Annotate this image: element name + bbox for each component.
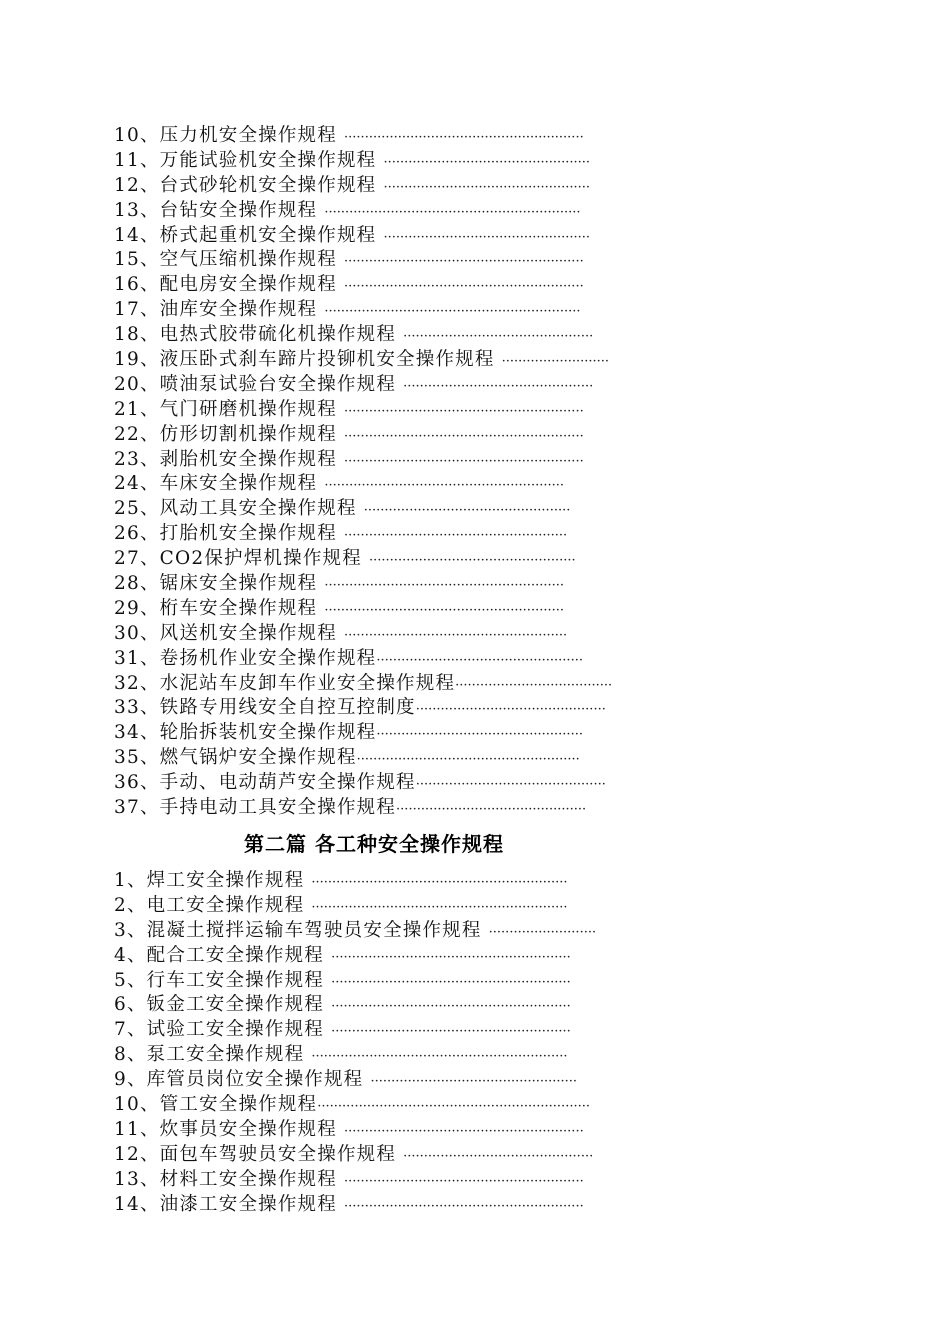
- toc-entry: [114, 993, 754, 1018]
- toc-entry-title: 17、油库安全操作规程: [114, 299, 325, 321]
- toc-entry: [114, 522, 754, 547]
- toc-leader-dots: ··························································: [344, 1198, 584, 1214]
- table-of-contents: [114, 124, 754, 1217]
- toc-entry-title: 30、风送机安全操作规程: [114, 622, 345, 644]
- toc-entry: [114, 597, 754, 622]
- toc-entry: [114, 423, 754, 448]
- toc-leader-dots: ··················································: [370, 1074, 578, 1090]
- toc-entry-title: 16、配电房安全操作规程: [114, 274, 345, 296]
- toc-entry-title: 21、气门研磨机操作规程: [114, 398, 345, 420]
- toc-entry: [114, 472, 754, 497]
- toc-entry: [114, 622, 754, 647]
- toc-leader-dots: ······················································: [344, 627, 568, 643]
- toc-leader-dots: ······························································: [324, 304, 581, 320]
- toc-entry: [114, 448, 754, 473]
- toc-entry: [114, 1118, 754, 1143]
- toc-leader-dots: ··················································: [383, 179, 591, 195]
- toc-leader-dots: ··························································: [344, 1173, 584, 1189]
- toc-entry-title: 2、电工安全操作规程: [114, 894, 312, 916]
- toc-leader-dots: ··············································: [403, 378, 594, 394]
- toc-leader-dots: ··············································: [415, 777, 606, 793]
- toc-leader-dots: ··················································: [369, 553, 576, 569]
- toc-entry-title: 12、台式砂轮机安全操作规程: [114, 174, 384, 196]
- toc-entry-title: 37、手持电动工具安全操作规程: [114, 797, 397, 819]
- toc-entry-title: 12、面包车驾驶员安全操作规程: [114, 1143, 404, 1165]
- toc-leader-dots: ··················································: [376, 727, 583, 743]
- toc-entry: [114, 547, 754, 572]
- toc-entry: [114, 199, 754, 224]
- toc-entry: [114, 1068, 754, 1093]
- toc-entry-title: 1、焊工安全操作规程: [114, 869, 312, 891]
- toc-entry: [114, 298, 754, 323]
- toc-leader-dots: ··························································: [344, 428, 584, 444]
- toc-entry: [114, 348, 754, 373]
- toc-leader-dots: ··························································: [344, 130, 584, 145]
- toc-entry: [114, 647, 754, 672]
- toc-entry: [114, 869, 754, 894]
- toc-entry-title: 18、电热式胶带硫化机操作规程: [114, 324, 404, 346]
- toc-entry-title: 34、轮胎拆装机安全操作规程: [114, 722, 377, 744]
- toc-leader-dots: ··························································: [344, 254, 584, 270]
- toc-leader-dots: ······························································: [324, 204, 581, 220]
- toc-entry: [114, 273, 754, 298]
- toc-entry: [114, 149, 754, 174]
- section-title: 第二篇 各工种安全操作规程: [244, 831, 504, 856]
- toc-entry: [114, 174, 754, 199]
- toc-entry-title: 3、混凝土搅拌运输车驾驶员安全操作规程: [114, 919, 489, 941]
- toc-entry: [114, 1143, 754, 1168]
- toc-entry: [114, 373, 754, 398]
- toc-entry-title: 36、手动、电动葫芦安全操作规程: [114, 772, 416, 794]
- toc-leader-dots: ······························································: [311, 874, 568, 890]
- toc-entry-title: 4、配合工安全操作规程: [114, 944, 332, 966]
- toc-leader-dots: ··························································: [331, 1024, 571, 1040]
- toc-entry-title: 26、打胎机安全操作规程: [114, 523, 345, 545]
- toc-entry-title: 9、库管员岗位安全操作规程: [114, 1069, 371, 1091]
- toc-entry: [114, 672, 754, 697]
- toc-entry: [114, 919, 754, 944]
- toc-entry-title: 35、燃气锅炉安全操作规程: [114, 747, 357, 769]
- toc-entry: [114, 572, 754, 597]
- toc-leader-dots: ··························································: [344, 453, 584, 469]
- toc-entry-title: 10、压力机安全操作规程: [114, 125, 345, 146]
- toc-entry: [114, 1193, 754, 1218]
- toc-entry: [114, 497, 754, 522]
- toc-leader-dots: ··································································: [317, 1098, 590, 1114]
- toc-entry: [114, 224, 754, 249]
- toc-leader-dots: ··························································: [331, 999, 571, 1015]
- toc-entry-title: 13、材料工安全操作规程: [114, 1168, 345, 1190]
- toc-leader-dots: ··················································: [383, 154, 591, 170]
- toc-entry-title: 24、车床安全操作规程: [114, 473, 325, 495]
- toc-leader-dots: ··············································: [403, 1148, 594, 1164]
- toc-entry: [114, 796, 754, 821]
- toc-entry-title: 28、锯床安全操作规程: [114, 573, 325, 595]
- toc-entry-title: 6、钣金工安全操作规程: [114, 994, 332, 1016]
- toc-entry-title: 31、卷扬机作业安全操作规程: [114, 647, 377, 669]
- toc-entry: [114, 721, 754, 746]
- toc-entry: [114, 1093, 754, 1118]
- toc-leader-dots: ··························································: [331, 974, 571, 990]
- toc-entry: [114, 1018, 754, 1043]
- toc-entry: [114, 124, 754, 149]
- toc-leader-dots: ··············································: [396, 802, 587, 818]
- toc-entry-title: 5、行车工安全操作规程: [114, 969, 332, 991]
- toc-leader-dots: ······························································: [311, 899, 568, 915]
- toc-leader-dots: ······························································: [311, 1049, 568, 1065]
- toc-leader-dots: ··························································: [324, 578, 565, 594]
- toc-entry-title: 15、空气压缩机操作规程: [114, 249, 345, 271]
- toc-leader-dots: ··························································: [324, 478, 565, 494]
- toc-entry: [114, 746, 754, 771]
- toc-entry-title: 7、试验工安全操作规程: [114, 1019, 332, 1041]
- toc-leader-dots: ··················································: [363, 503, 571, 519]
- toc-leader-dots: ······················································: [344, 528, 568, 544]
- toc-leader-dots: ··················································: [383, 229, 591, 245]
- toc-entry: [114, 944, 754, 969]
- toc-leader-dots: ··················································: [376, 652, 583, 668]
- toc-entry: [114, 771, 754, 796]
- toc-entry: [114, 696, 754, 721]
- toc-entry: [114, 323, 754, 348]
- toc-leader-dots: ··························: [488, 924, 597, 940]
- toc-entry-title: 11、炊事员安全操作规程: [114, 1118, 345, 1140]
- toc-part-2: [114, 869, 754, 1217]
- toc-entry: [114, 1168, 754, 1193]
- toc-entry: [114, 398, 754, 423]
- toc-entry-title: 29、桁车安全操作规程: [114, 597, 325, 619]
- toc-entry-title: 20、喷油泵试验台安全操作规程: [114, 373, 404, 395]
- toc-entry-title: 13、台钻安全操作规程: [114, 199, 325, 221]
- toc-leader-dots: ······················································: [356, 752, 580, 768]
- toc-entry-title: 11、万能试验机安全操作规程: [114, 149, 384, 171]
- toc-entry-title: 33、铁路专用线安全自控互控制度: [114, 697, 416, 719]
- toc-leader-dots: ··························································: [344, 1123, 584, 1139]
- toc-entry-title: 19、液压卧式刹车蹄片投铆机安全操作规程: [114, 349, 502, 371]
- toc-leader-dots: ··························································: [331, 949, 571, 965]
- toc-leader-dots: ··························································: [344, 279, 584, 295]
- toc-leader-dots: ··························································: [324, 602, 565, 618]
- toc-entry-title: 25、风动工具安全操作规程: [114, 498, 364, 520]
- toc-leader-dots: ······································: [455, 677, 613, 693]
- toc-part-1: [114, 124, 754, 821]
- toc-entry: [114, 969, 754, 994]
- toc-entry-title: 32、水泥站车皮卸车作业安全操作规程: [114, 672, 456, 694]
- toc-entry-title: 8、泵工安全操作规程: [114, 1044, 312, 1066]
- toc-entry: [114, 894, 754, 919]
- toc-entry-title: 10、管工安全操作规程: [114, 1093, 318, 1115]
- toc-leader-dots: ··············································: [415, 702, 606, 718]
- toc-entry-title: 14、油漆工安全操作规程: [114, 1193, 345, 1215]
- toc-entry: [114, 248, 754, 273]
- toc-leader-dots: ··························: [501, 354, 610, 370]
- toc-entry-title: 23、剥胎机安全操作规程: [114, 448, 345, 470]
- toc-leader-dots: ··············································: [403, 329, 594, 345]
- toc-leader-dots: ··························································: [344, 403, 584, 419]
- toc-entry-title: 22、仿形切割机操作规程: [114, 423, 345, 445]
- toc-entry-title: 14、桥式起重机安全操作规程: [114, 224, 384, 246]
- toc-entry: [114, 1043, 754, 1068]
- toc-entry-title: 27、CO2保护焊机操作规程: [114, 548, 370, 570]
